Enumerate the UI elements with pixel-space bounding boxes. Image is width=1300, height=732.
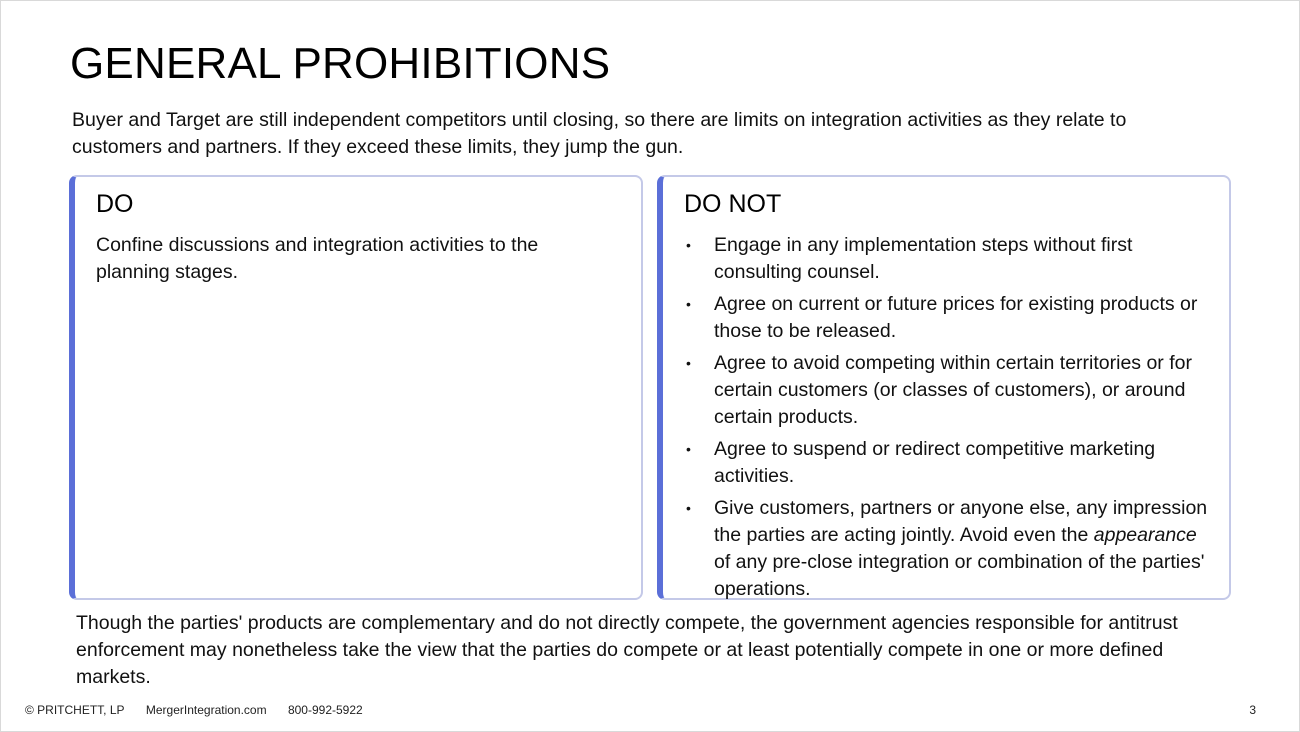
list-item-text: Agree on current or future prices for existing products or those to be released. bbox=[714, 293, 1198, 342]
do-not-list bbox=[684, 232, 1214, 608]
intro-paragraph: Buyer and Target are still independent competitors until closing, so there are limits on integration activities as they relate to customers and partners. If they exceed these limits, they jump the gun. bbox=[72, 109, 1127, 158]
bullet-icon: • bbox=[686, 296, 691, 312]
bullet-icon: • bbox=[686, 355, 691, 371]
list-item bbox=[684, 291, 1214, 345]
list-item bbox=[684, 232, 1214, 286]
slide-title: GENERAL PROHIBITIONS bbox=[70, 39, 611, 88]
list-item bbox=[684, 436, 1214, 490]
bullet-icon: • bbox=[686, 500, 691, 516]
bullet-icon: • bbox=[686, 237, 691, 253]
list-item-text: Engage in any implementation steps without first consulting counsel. bbox=[714, 234, 1133, 283]
do-not-panel bbox=[657, 175, 1231, 600]
outro-paragraph: Though the parties' products are complementary and do not directly compete, the government agencies responsible for antitrust enforcement may nonetheless take the view that the parties do compete or at least potentially compete in one or more defined markets. bbox=[76, 612, 1178, 688]
list-item-text: Agree to avoid competing within certain territories or for certain customers (or classes of customers), or around certain products. bbox=[714, 352, 1192, 428]
do-not-heading: DO NOT bbox=[684, 190, 782, 218]
list-item bbox=[684, 495, 1214, 603]
emphasis-text: appearance bbox=[1093, 524, 1197, 546]
footer-website: MergerIntegration.com bbox=[145, 703, 267, 717]
list-item-text-part: Give customers, partners or anyone else, any impression the parties are acting jointly. Avoid even the bbox=[714, 497, 1208, 546]
footer-copyright: © PRITCHETT, LP bbox=[25, 703, 125, 717]
footer-phone: 800-992-5922 bbox=[287, 703, 363, 717]
bullet-icon: • bbox=[686, 441, 691, 457]
do-body: Confine discussions and integration activities to the planning stages. bbox=[96, 234, 539, 283]
list-item-text bbox=[714, 497, 1207, 600]
list-item-text: Agree to suspend or redirect competitive marketing activities. bbox=[714, 438, 1156, 487]
footer bbox=[25, 702, 381, 718]
list-item bbox=[684, 350, 1214, 431]
list-item-text-part: of any pre-close integration or combination of the parties' operations. bbox=[714, 551, 1205, 600]
do-heading: DO bbox=[96, 190, 134, 218]
do-panel bbox=[69, 175, 643, 600]
page-number: 3 bbox=[1249, 703, 1256, 717]
